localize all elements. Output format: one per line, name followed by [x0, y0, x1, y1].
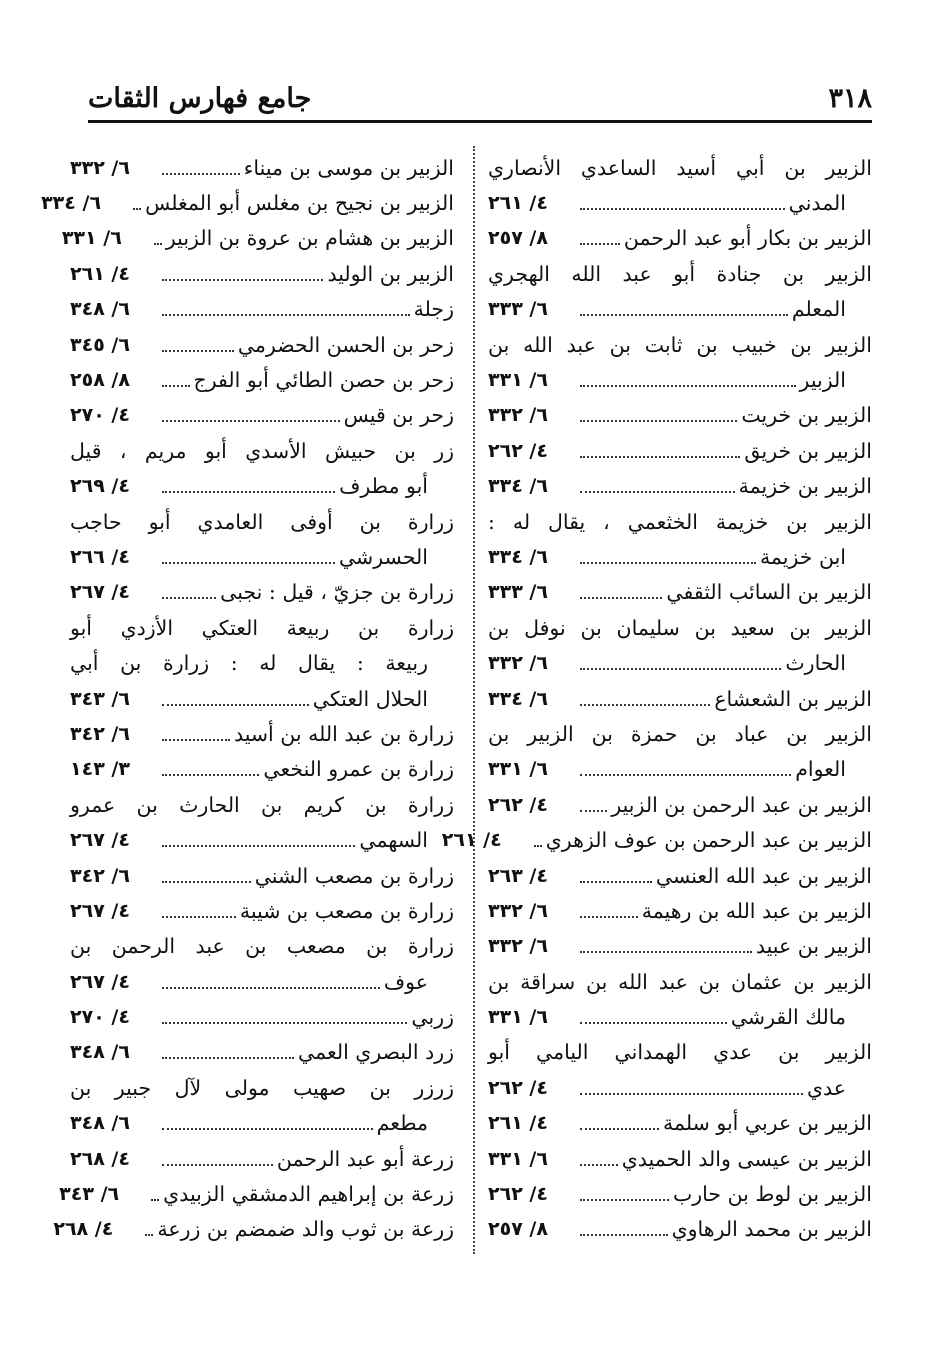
index-entry: [41, 185, 454, 220]
index-entry: [488, 1035, 872, 1070]
entry-name: زرارة بن عبد الله بن أسيد: [233, 721, 454, 746]
dot-leader: [162, 1128, 373, 1130]
index-entry: [488, 504, 872, 539]
entry-name: زرارة بن مصعب بن شيبة: [239, 898, 454, 923]
running-title: جامع فهارس الثقات: [88, 83, 312, 114]
index-column-right: [441, 150, 872, 1247]
volume-page-reference: ٦/ ٣٣٤: [488, 545, 548, 568]
entry-name: زرارة بن أوفى العامدي أبو حاجب: [70, 509, 454, 534]
dot-leader: [151, 1199, 159, 1201]
volume-page-reference: ٤/ ٢٧٠: [70, 404, 130, 427]
index-entry: [70, 1141, 454, 1176]
entry-name: الزبير بن عبيد: [755, 934, 872, 959]
dot-leader: [580, 951, 752, 953]
index-entry: [70, 999, 454, 1034]
volume-page-reference: ٦/ ٣٣١: [488, 1006, 548, 1029]
volume-page-reference: ٦/ ٣٤٣: [70, 687, 130, 710]
index-entry: [70, 398, 454, 433]
volume-page-reference: ٦/ ٣٣١: [61, 227, 122, 250]
dot-leader: [162, 314, 410, 316]
index-entry: [488, 787, 872, 822]
index-entry: [70, 327, 454, 362]
index-entry: [488, 858, 872, 893]
dot-leader: [162, 774, 259, 776]
index-entry: [70, 1070, 454, 1105]
index-entry-continuation: [488, 1070, 872, 1105]
entry-name: الزبير بن الوليد: [327, 261, 454, 286]
entry-name: الزبير بن خريت: [741, 403, 872, 428]
index-entry: [70, 787, 454, 822]
volume-page-reference: ٣/ ١٤٣: [70, 758, 130, 781]
entry-name: ربيعة : يقال له : زرارة بن أبي: [70, 651, 428, 676]
volume-page-reference: ٦/ ٣٣٤: [488, 687, 548, 710]
volume-page-reference: ٦/ ٣٤٢: [70, 722, 130, 745]
dot-leader: [580, 1234, 668, 1236]
dot-leader: [162, 845, 355, 847]
volume-page-reference: ٤/ ٢٦١: [441, 829, 502, 852]
index-entry-continuation: [488, 292, 872, 327]
index-entry: [70, 716, 454, 751]
volume-page-reference: ٦/ ٣٤٨: [70, 1041, 130, 1064]
entry-name: الزبير بن عبد الرحمن بن الزبير: [611, 792, 872, 817]
index-entry-continuation: [488, 362, 872, 397]
dot-leader: [580, 1164, 618, 1166]
index-entry: [61, 221, 454, 256]
entry-name: الزبير بن جنادة أبو عبد الله الهجري: [488, 261, 872, 286]
dot-leader: [162, 350, 234, 352]
volume-page-reference: ٦/ ٣٤٣: [59, 1183, 120, 1206]
volume-page-reference: ٤/ ٢٦٦: [70, 545, 130, 568]
entry-name: الزبير بن السائب الثقفي: [666, 580, 872, 605]
entry-name: زجلة: [413, 297, 454, 322]
index-entry: [70, 929, 454, 964]
entry-name: زحر بن الحسن الحضرمي: [237, 332, 454, 357]
dot-leader: [580, 385, 796, 387]
page-header: [88, 80, 872, 123]
volume-page-reference: ٤/ ٢٦٨: [53, 1218, 114, 1241]
entry-name: زحر بن حصن الطائي أبو الفرج: [193, 368, 454, 393]
dot-leader: [580, 420, 737, 422]
dot-leader: [162, 1164, 273, 1166]
volume-page-reference: ٦/ ٣٣١: [488, 758, 548, 781]
dot-leader: [534, 845, 542, 847]
entry-name: الزبير بن عباد بن حمزة بن الزبير بن: [488, 721, 872, 746]
index-entry-continuation: [488, 645, 872, 680]
dot-leader: [580, 668, 781, 670]
index-entry: [441, 822, 872, 857]
entry-name: ابن خزيمة: [759, 544, 846, 569]
entry-name: الزبير بن أبي أسيد الساعدي الأنصاري: [488, 155, 872, 180]
index-entry-continuation: [488, 752, 872, 787]
index-entry: [488, 893, 872, 928]
volume-page-reference: ٦/ ٣٤٥: [70, 333, 130, 356]
volume-page-reference: ٤/ ٢٦٧: [70, 899, 130, 922]
volume-page-reference: ٦/ ٣٤٨: [70, 298, 130, 321]
entry-name: الزبير بن عثمان بن عبد الله بن سراقة بن: [488, 969, 872, 994]
index-entry-continuation: [70, 1106, 454, 1141]
entry-name: زربي: [411, 1005, 454, 1030]
volume-page-reference: ٦/ ٣٣٢: [488, 935, 548, 958]
volume-page-reference: ٤/ ٢٦٣: [488, 864, 548, 887]
entry-name: الزبير بن هشام بن عروة بن الزبير: [165, 226, 454, 251]
entry-name: الزبير بن عدي الهمداني اليامي أبو: [488, 1040, 872, 1065]
index-entry: [488, 575, 872, 610]
entry-name: زر بن حبيش الأسدي أبو مريم ، قيل: [70, 438, 454, 463]
dot-leader: [580, 774, 791, 776]
entry-name: الزبير: [799, 368, 846, 393]
dot-leader: [162, 597, 216, 599]
dot-leader: [580, 456, 740, 458]
dot-leader: [162, 1057, 294, 1059]
volume-page-reference: ٦/ ٣٣٤: [41, 192, 102, 215]
index-entry: [488, 1141, 872, 1176]
index-entry-continuation: [70, 469, 454, 504]
index-column-left: [41, 150, 454, 1247]
index-entry: [70, 858, 454, 893]
volume-page-reference: ٨/ ٢٥٧: [488, 227, 548, 250]
entry-name: الزبير بن سعيد بن سليمان بن نوفل بن: [488, 615, 872, 640]
index-entry: [488, 256, 872, 291]
volume-page-reference: ٤/ ٢٦٩: [70, 475, 130, 498]
dot-leader: [580, 562, 756, 564]
entry-name: الزبير بن لوط بن حارب: [672, 1182, 872, 1207]
volume-page-reference: ٤/ ٢٦١: [488, 1112, 548, 1135]
volume-page-reference: ٤/ ٢٦٧: [70, 970, 130, 993]
dot-leader: [580, 597, 662, 599]
index-entry: [488, 681, 872, 716]
entry-name: زرارة بن ربيعة العتكي الأزدي أبو: [70, 615, 454, 640]
dot-leader: [162, 1022, 407, 1024]
volume-page-reference: ٤/ ٢٦٧: [70, 829, 130, 852]
dot-leader: [580, 243, 620, 245]
index-entry: [488, 1106, 872, 1141]
dot-leader: [162, 916, 236, 918]
entry-name: زرعة أبو عبد الرحمن: [276, 1146, 454, 1171]
entry-name: زرد البصري العمي: [298, 1040, 454, 1065]
index-entry: [70, 362, 454, 397]
entry-name: السهمي: [359, 828, 428, 853]
entry-name: الزبير بن خبيب بن ثابت بن عبد الله بن: [488, 332, 872, 357]
volume-page-reference: ٤/ ٢٦١: [488, 192, 548, 215]
index-entry: [488, 716, 872, 751]
volume-page-reference: ٦/ ٣٣٢: [70, 156, 130, 179]
volume-page-reference: ٦/ ٣٣١: [488, 369, 548, 392]
dot-leader: [580, 704, 710, 706]
entry-name: الزبير بن نجيح بن مغلس أبو المغلس: [145, 191, 454, 216]
dot-leader: [162, 881, 251, 883]
index-entry: [70, 433, 454, 468]
volume-page-reference: ٦/ ٣٣٣: [488, 298, 548, 321]
entry-name: الحلال العتكي: [312, 686, 428, 711]
index-entry: [70, 610, 454, 645]
dot-leader: [580, 208, 785, 210]
dot-leader: [162, 704, 309, 706]
column-divider: [473, 146, 475, 1254]
dot-leader: [580, 491, 735, 493]
index-entry: [53, 1212, 454, 1247]
dot-leader: [580, 1128, 659, 1130]
dot-leader: [580, 314, 788, 316]
volume-page-reference: ٦/ ٣٣١: [488, 1147, 548, 1170]
index-entry: [488, 150, 872, 185]
entry-name: زرارة بن مصعب الشني: [254, 863, 454, 888]
index-entry-continuation: [70, 964, 454, 999]
entry-name: الزبير بن عبد الله بن رهيمة: [641, 898, 872, 923]
entry-name: المدني: [788, 191, 846, 216]
entry-name: الزبير بن محمد الرهاوي: [671, 1217, 872, 1242]
index-entry: [59, 1176, 454, 1211]
index-entry-continuation: [70, 539, 454, 574]
index-entry: [70, 575, 454, 610]
index-entry: [488, 1176, 872, 1211]
entry-name: الزبير بن خزيمة: [738, 474, 872, 499]
index-entry: [70, 504, 454, 539]
entry-name: الحسرشي: [338, 544, 428, 569]
dot-leader: [162, 739, 230, 741]
index-entry: [488, 398, 872, 433]
entry-name: الحارث: [785, 651, 846, 676]
entry-name: زرعة بن إبراهيم الدمشقي الزبيدي: [163, 1182, 454, 1207]
entry-name: الزبير بن عيسى والد الحميدي: [621, 1146, 872, 1171]
page-number: ٣١٨: [828, 83, 872, 114]
dot-leader: [580, 1199, 669, 1201]
entry-name: الزبير بن عبد الله العنسي: [655, 863, 872, 888]
index-entry: [70, 1035, 454, 1070]
dot-leader: [162, 562, 335, 564]
dot-leader: [162, 987, 380, 989]
index-entry: [70, 256, 454, 291]
index-entry: [488, 964, 872, 999]
entry-name: زحر بن قيس: [343, 403, 454, 428]
volume-page-reference: ٦/ ٣٣٣: [488, 581, 548, 604]
index-entry-continuation: [70, 822, 454, 857]
dot-leader: [580, 810, 607, 812]
index-entry: [488, 221, 872, 256]
entry-name: الزبير بن عربي أبو سلمة: [663, 1111, 872, 1136]
entry-name: الزبير بن الشعشاع: [714, 686, 872, 711]
volume-page-reference: ٤/ ٢٦١: [70, 262, 130, 285]
volume-page-reference: ٤/ ٢٧٠: [70, 1006, 130, 1029]
entry-name: عوف: [383, 969, 428, 994]
volume-page-reference: ٦/ ٣٣٢: [488, 404, 548, 427]
entry-name: الزبير بن موسى بن ميناء: [243, 155, 454, 180]
volume-page-reference: ٤/ ٢٦٧: [70, 581, 130, 604]
volume-page-reference: ٨/ ٢٥٨: [70, 369, 130, 392]
entry-name: زرزر بن صهيب مولى لآل جبير بن: [70, 1075, 454, 1100]
entry-name: زرارة بن عمرو النخعي: [263, 757, 454, 782]
entry-name: العوام: [795, 757, 846, 782]
dot-leader: [162, 279, 323, 281]
entry-name: المعلم: [791, 297, 846, 322]
entry-name: الزبير بن بكار أبو عبد الرحمن: [623, 226, 872, 251]
entry-name: الزبير بن خزيمة الخثعمي ، يقال له :: [488, 509, 872, 534]
dot-leader: [580, 1093, 803, 1095]
index-entry-continuation: [488, 539, 872, 574]
dot-leader: [162, 385, 190, 387]
index-entry: [488, 327, 872, 362]
volume-page-reference: ٦/ ٣٤٨: [70, 1112, 130, 1135]
index-entry: [70, 150, 454, 185]
volume-page-reference: ٤/ ٢٦٢: [488, 1183, 548, 1206]
volume-page-reference: ٤/ ٢٦٨: [70, 1147, 130, 1170]
index-entry: [70, 292, 454, 327]
entry-name: عدي: [806, 1075, 846, 1100]
volume-page-reference: ٦/ ٣٣٤: [488, 475, 548, 498]
index-entry: [70, 752, 454, 787]
index-entry: [488, 469, 872, 504]
volume-page-reference: ٤/ ٢٦٢: [488, 439, 548, 462]
volume-page-reference: ٦/ ٣٣٢: [488, 652, 548, 675]
dot-leader: [580, 881, 652, 883]
index-entry-continuation: [488, 999, 872, 1034]
entry-name: مطعم: [376, 1111, 428, 1136]
index-entry: [488, 610, 872, 645]
entry-name: الزبير بن عبد الرحمن بن عوف الزهري: [545, 828, 872, 853]
index-entry: [488, 433, 872, 468]
dot-leader: [162, 491, 335, 493]
volume-page-reference: ٤/ ٢٦٢: [488, 1076, 548, 1099]
entry-name: زرارة بن مصعب بن عبد الرحمن بن: [70, 934, 454, 959]
volume-page-reference: ٦/ ٣٣٢: [488, 899, 548, 922]
entry-name: مالك القرشي: [730, 1005, 846, 1030]
volume-page-reference: ٤/ ٢٦٢: [488, 793, 548, 816]
entry-name: أبو مطرف: [339, 474, 428, 499]
dot-leader: [580, 916, 638, 918]
index-entry-continuation: [488, 185, 872, 220]
entry-name: الزبير بن خريق: [744, 438, 872, 463]
dot-leader: [154, 243, 162, 245]
index-entry: [70, 893, 454, 928]
volume-page-reference: ٦/ ٣٤٢: [70, 864, 130, 887]
volume-page-reference: ٨/ ٢٥٧: [488, 1218, 548, 1241]
entry-name: زرعة بن ثوب والد ضمضم بن زرعة: [157, 1217, 454, 1242]
dot-leader: [162, 173, 240, 175]
index-entry: [488, 929, 872, 964]
entry-name: زرارة بن جزيّ ، قيل : نجبى: [220, 580, 454, 605]
index-entry-continuation: [70, 645, 454, 680]
index-entry: [488, 1212, 872, 1247]
dot-leader: [162, 420, 340, 422]
entry-name: زرارة بن كريم بن الحارث بن عمرو: [70, 792, 454, 817]
dot-leader: [580, 1022, 727, 1024]
index-entry-continuation: [70, 681, 454, 716]
dot-leader: [133, 208, 141, 210]
dot-leader: [145, 1234, 153, 1236]
